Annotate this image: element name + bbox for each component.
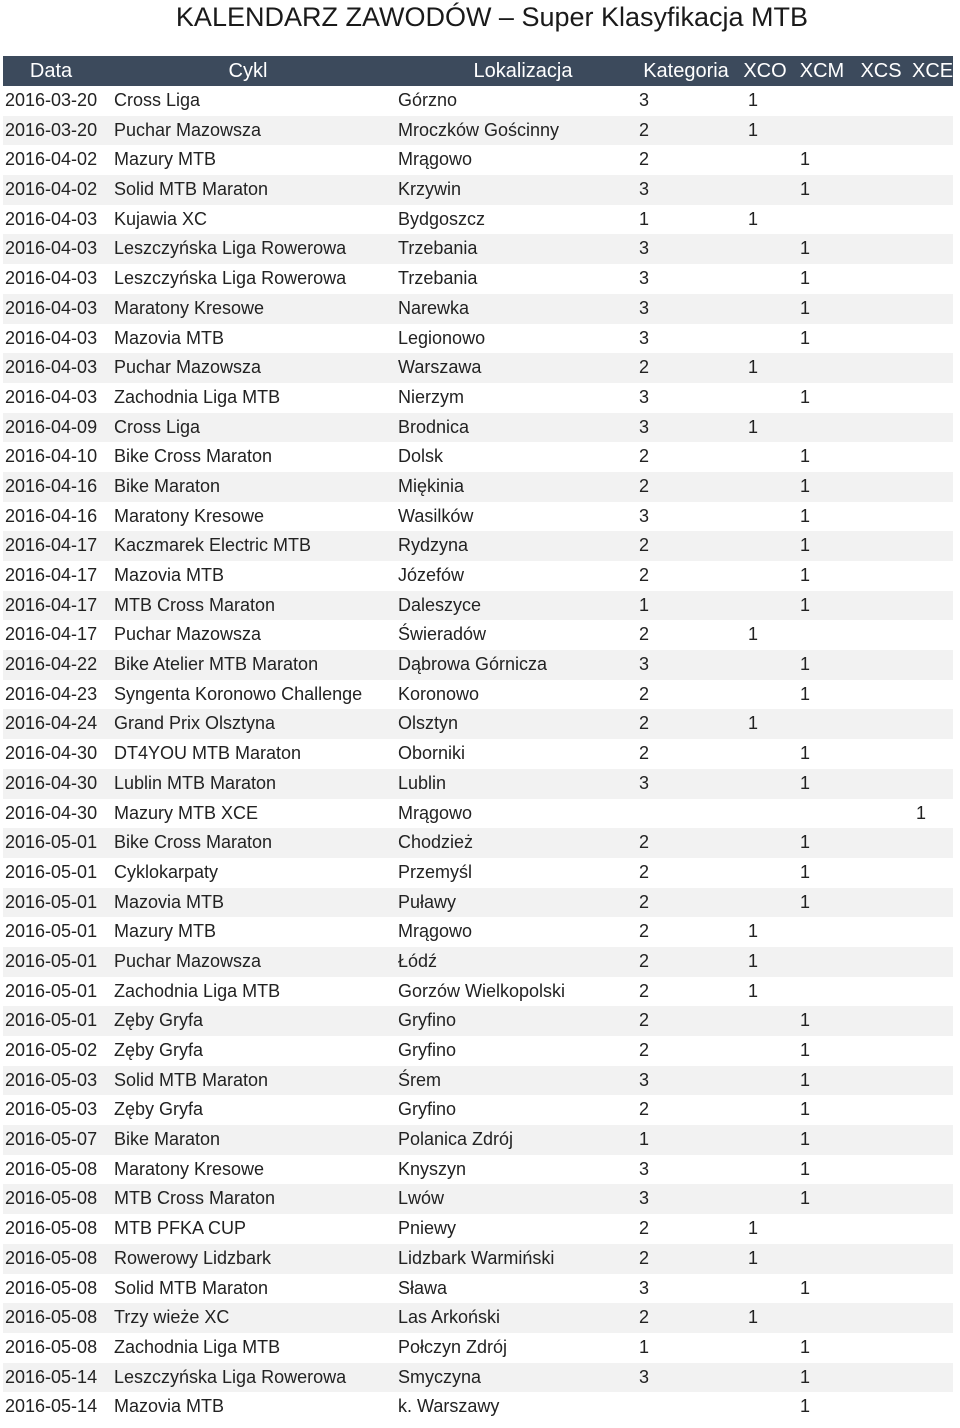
table-row [3, 472, 953, 502]
table-row [3, 1125, 953, 1155]
cell-date: 2016-04-03 [5, 268, 98, 289]
header-cycle: Cykl [228, 60, 268, 82]
table-header [3, 56, 953, 86]
cell-date: 2016-04-22 [5, 654, 98, 675]
cell-category: 1 [639, 1129, 650, 1150]
cell-cycle: Solid MTB Maraton [114, 1277, 269, 1298]
cell-cycle: Solid MTB Maraton [114, 179, 269, 200]
cell-location: Wasilków [398, 505, 474, 526]
cell-xcm: 1 [800, 1188, 811, 1209]
cell-category: 2 [639, 565, 650, 585]
cell-xcm: 1 [800, 149, 811, 170]
cell-location: Krzywin [398, 179, 462, 200]
cell-category: 3 [639, 1277, 650, 1298]
cell-date: 2016-04-30 [5, 743, 98, 764]
header-location: Lokalizacja [473, 60, 573, 82]
cell-xcm: 1 [800, 772, 811, 793]
cell-xcm: 1 [800, 386, 811, 407]
table-row [3, 294, 953, 324]
cell-location: Mrągowo [398, 802, 473, 823]
cell-location: Gryfino [398, 1099, 457, 1120]
cell-xcm: 1 [800, 1336, 811, 1357]
cell-category: 2 [639, 743, 650, 764]
header-xcs: XCS [860, 60, 902, 82]
cell-date: 2016-04-03 [5, 238, 98, 259]
cell-location: Miękinia [398, 475, 465, 496]
cell-category: 3 [639, 327, 650, 348]
cell-date: 2016-04-16 [5, 475, 98, 496]
cell-cycle: Leszczyńska Liga Rowerowa [114, 268, 347, 289]
cell-xco: 1 [748, 1218, 759, 1239]
cell-category: 2 [639, 357, 650, 378]
cell-location: Polanica Zdrój [398, 1129, 514, 1150]
cell-cycle: MTB Cross Maraton [114, 1188, 276, 1209]
cell-location: Śrem [398, 1069, 442, 1090]
cell-category: 2 [639, 535, 650, 556]
table-row [3, 977, 953, 1007]
cell-cycle: Leszczyńska Liga Rowerowa [114, 238, 347, 259]
cell-cycle: Bike Maraton [114, 475, 221, 496]
cell-cycle: Mazovia MTB [114, 327, 225, 348]
cell-xcm: 1 [800, 1158, 811, 1179]
cell-location: Mrągowo [398, 921, 473, 942]
cell-date: 2016-05-01 [5, 891, 98, 912]
cell-cycle: Solid MTB Maraton [114, 1069, 269, 1090]
cell-date: 2016-05-08 [5, 1158, 98, 1179]
cell-location: Puławy [398, 891, 457, 912]
cell-location: Dolsk [398, 446, 444, 467]
cell-xcm: 1 [800, 891, 811, 912]
cell-date: 2016-05-03 [5, 1069, 98, 1090]
cell-cycle: Rowerowy Lidzbark [114, 1247, 272, 1268]
cell-category: 3 [639, 238, 650, 259]
cell-xcm: 1 [800, 565, 811, 585]
cell-date: 2016-04-02 [5, 179, 98, 200]
cell-location: Lidzbark Warmiński [398, 1247, 555, 1268]
cell-category: 3 [639, 90, 650, 110]
cell-location: Górzno [398, 90, 458, 110]
cell-cycle: MTB Cross Maraton [114, 594, 276, 615]
cell-date: 2016-04-17 [5, 535, 98, 556]
cell-category: 2 [639, 119, 650, 140]
cell-category: 2 [639, 1218, 650, 1239]
cell-date: 2016-04-30 [5, 802, 98, 823]
cell-date: 2016-05-01 [5, 832, 98, 853]
cell-category: 3 [639, 179, 650, 200]
cell-location: Lwów [398, 1188, 445, 1209]
table-row [3, 234, 953, 264]
table-row [3, 858, 953, 888]
cell-location: Chodzież [398, 832, 474, 853]
table-row [3, 591, 953, 621]
cell-date: 2016-05-14 [5, 1396, 98, 1417]
cell-category: 3 [639, 1188, 650, 1209]
table-row [3, 561, 953, 591]
cell-date: 2016-04-03 [5, 208, 98, 229]
cell-location: Sława [398, 1277, 448, 1298]
cell-xcm: 1 [800, 1277, 811, 1298]
cell-location: k. Warszawy [398, 1396, 500, 1417]
cell-cycle: Syngenta Koronowo Challenge [114, 683, 363, 704]
cell-location: Połczyn Zdrój [398, 1336, 508, 1357]
table-row [3, 1006, 953, 1036]
cell-cycle: Grand Prix Olsztyna [114, 713, 276, 734]
table-row [3, 828, 953, 858]
cell-xcm: 1 [800, 743, 811, 764]
table-row [3, 739, 953, 769]
cell-category: 3 [639, 654, 650, 675]
cell-location: Józefów [398, 565, 465, 585]
cell-date: 2016-04-30 [5, 772, 98, 793]
cell-cycle: DT4YOU MTB Maraton [114, 743, 302, 764]
cell-cycle: Puchar Mazowsza [114, 950, 262, 971]
cell-xcm: 1 [800, 535, 811, 556]
cell-cycle: Mazury MTB [114, 149, 217, 170]
table-row [3, 888, 953, 918]
cell-xco: 1 [748, 208, 759, 229]
cell-cycle: Mazovia MTB [114, 1396, 225, 1417]
table-row [3, 324, 953, 354]
cell-date: 2016-03-20 [5, 119, 98, 140]
header-xcm: XCM [799, 60, 845, 82]
table-row [3, 1214, 953, 1244]
cell-date: 2016-05-08 [5, 1188, 98, 1209]
cell-date: 2016-04-02 [5, 149, 98, 170]
cell-date: 2016-05-01 [5, 1010, 98, 1031]
cell-cycle: Puchar Mazowsza [114, 119, 262, 140]
cell-date: 2016-05-08 [5, 1247, 98, 1268]
cell-cycle: Puchar Mazowsza [114, 624, 262, 645]
cell-category: 3 [639, 1366, 650, 1387]
table-row [3, 620, 953, 650]
cell-xcm: 1 [800, 683, 811, 704]
cell-xcm: 1 [800, 1069, 811, 1090]
cell-location: Mrągowo [398, 149, 473, 170]
cell-date: 2016-03-20 [5, 90, 98, 110]
cell-location: Smyczyna [398, 1366, 482, 1387]
cell-cycle: Lublin MTB Maraton [114, 772, 277, 793]
cell-category: 3 [639, 772, 650, 793]
cell-date: 2016-05-03 [5, 1099, 98, 1120]
cell-xco: 1 [748, 921, 759, 942]
cell-xcm: 1 [800, 832, 811, 853]
cell-location: Oborniki [398, 743, 466, 764]
cell-location: Rydzyna [398, 535, 469, 556]
table-row [3, 86, 953, 116]
cell-cycle: Kujawia XC [114, 208, 208, 229]
cell-category: 2 [639, 149, 650, 170]
cell-location: Trzebania [398, 238, 478, 259]
cell-date: 2016-05-08 [5, 1307, 98, 1328]
cell-xcm: 1 [800, 238, 811, 259]
cell-date: 2016-05-01 [5, 861, 98, 882]
cell-cycle: Maratony Kresowe [114, 1158, 265, 1179]
cell-cycle: Zachodnia Liga MTB [114, 386, 281, 407]
cell-cycle: Mazury MTB XCE [114, 802, 259, 823]
cell-xco: 1 [748, 357, 759, 378]
cell-category: 2 [639, 921, 650, 942]
cell-location: Koronowo [398, 683, 480, 704]
cell-xco: 1 [748, 90, 759, 110]
cell-cycle: Zęby Gryfa [114, 1099, 204, 1120]
table-row [3, 1333, 953, 1363]
cell-category: 2 [639, 475, 650, 496]
cell-date: 2016-05-08 [5, 1218, 98, 1239]
cell-category: 2 [639, 1247, 650, 1268]
cell-date: 2016-04-17 [5, 565, 98, 585]
cell-xcm: 1 [800, 505, 811, 526]
cell-cycle: Zachodnia Liga MTB [114, 980, 281, 1001]
cell-cycle: Zęby Gryfa [114, 1040, 204, 1060]
cell-location: Przemyśl [398, 861, 473, 882]
cell-xcm: 1 [800, 594, 811, 615]
cell-date: 2016-04-03 [5, 357, 98, 378]
page-title: KALENDARZ ZAWODÓW – Super Klasyfikacja MTB [175, 2, 809, 32]
cell-cycle: Maratony Kresowe [114, 297, 265, 318]
cell-category: 1 [639, 208, 650, 229]
cell-location: Daleszyce [398, 594, 482, 615]
cell-location: Trzebania [398, 268, 478, 289]
cell-xco: 1 [748, 950, 759, 971]
table-row [3, 650, 953, 680]
table-row [3, 1184, 953, 1214]
cell-xcm: 1 [800, 861, 811, 882]
cell-xcm: 1 [800, 1396, 811, 1417]
cell-xco: 1 [748, 119, 759, 140]
table-row [3, 1066, 953, 1096]
cell-xcm: 1 [800, 1366, 811, 1387]
cell-xcm: 1 [800, 297, 811, 318]
cell-xcm: 1 [800, 654, 811, 675]
cell-category: 3 [639, 1158, 650, 1179]
cell-location: Świeradów [398, 624, 487, 645]
cell-location: Narewka [398, 297, 470, 318]
cell-date: 2016-05-07 [5, 1129, 98, 1150]
cell-location: Mroczków Gościnny [398, 119, 560, 140]
table-row [3, 383, 953, 413]
table-row [3, 502, 953, 532]
cell-xcm: 1 [800, 1040, 811, 1060]
table-row [3, 1155, 953, 1185]
cell-location: Gryfino [398, 1040, 457, 1060]
cell-category: 2 [639, 832, 650, 853]
cell-location: Lublin [398, 772, 447, 793]
cell-cycle: Zachodnia Liga MTB [114, 1336, 281, 1357]
table-row [3, 175, 953, 205]
cell-xcm: 1 [800, 268, 811, 289]
cell-xco: 1 [748, 1307, 759, 1328]
table-row [3, 947, 953, 977]
cell-category: 3 [639, 505, 650, 526]
cell-category: 3 [639, 297, 650, 318]
cell-location: Warszawa [398, 357, 482, 378]
cell-category: 3 [639, 386, 650, 407]
table-row [3, 413, 953, 443]
table-row [3, 264, 953, 294]
cell-cycle: Cyklokarpaty [114, 861, 219, 882]
cell-xcm: 1 [800, 327, 811, 348]
cell-location: Las Arkoński [398, 1307, 501, 1328]
table-row [3, 1274, 953, 1304]
cell-date: 2016-05-01 [5, 950, 98, 971]
cell-cycle: Bike Maraton [114, 1129, 221, 1150]
cell-location: Gorzów Wielkopolski [398, 980, 566, 1001]
cell-cycle: Maratony Kresowe [114, 505, 265, 526]
header-xco: XCO [743, 60, 787, 82]
cell-location: Dąbrowa Górnicza [398, 654, 548, 675]
cell-location: Knyszyn [398, 1158, 467, 1179]
cell-cycle: Puchar Mazowsza [114, 357, 262, 378]
cell-cycle: MTB PFKA CUP [114, 1218, 247, 1239]
cell-xce: 1 [916, 802, 927, 823]
table-row [3, 680, 953, 710]
cell-date: 2016-04-10 [5, 446, 98, 467]
cell-cycle: Bike Cross Maraton [114, 446, 273, 467]
cell-location: Łódź [398, 950, 438, 971]
cell-category: 2 [639, 950, 650, 971]
cell-category: 1 [639, 594, 650, 615]
cell-cycle: Mazury MTB [114, 921, 217, 942]
cell-category: 3 [639, 416, 650, 437]
cell-location: Nierzym [398, 386, 464, 407]
cell-category: 2 [639, 891, 650, 912]
table-row [3, 353, 953, 383]
table-row [3, 442, 953, 472]
cell-cycle: Bike Cross Maraton [114, 832, 273, 853]
cell-category: 3 [639, 268, 650, 289]
cell-cycle: Mazovia MTB [114, 891, 225, 912]
cell-date: 2016-05-01 [5, 921, 98, 942]
cell-xco: 1 [748, 980, 759, 1001]
cell-date: 2016-04-09 [5, 416, 98, 437]
cell-date: 2016-04-24 [5, 713, 98, 734]
cell-category: 2 [639, 1099, 650, 1120]
cell-xco: 1 [748, 416, 759, 437]
cell-date: 2016-04-17 [5, 594, 98, 615]
cell-category: 2 [639, 1010, 650, 1031]
table-row [3, 1392, 953, 1422]
cell-location: Legionowo [398, 327, 486, 348]
header-category: Kategoria [643, 60, 729, 82]
cell-xco: 1 [748, 713, 759, 734]
cell-date: 2016-05-14 [5, 1366, 98, 1387]
cell-xcm: 1 [800, 1010, 811, 1031]
table-row [3, 1363, 953, 1393]
cell-category: 2 [639, 861, 650, 882]
cell-date: 2016-04-16 [5, 505, 98, 526]
cell-cycle: Zęby Gryfa [114, 1010, 204, 1031]
cell-category: 2 [639, 1040, 650, 1060]
table-row [3, 769, 953, 799]
table-row [3, 917, 953, 947]
cell-date: 2016-05-02 [5, 1040, 98, 1060]
table-body [3, 86, 953, 1422]
cell-date: 2016-04-17 [5, 624, 98, 645]
cell-category: 2 [639, 683, 650, 704]
cell-location: Bydgoszcz [398, 208, 486, 229]
cell-category: 1 [639, 1336, 650, 1357]
table-row [3, 205, 953, 235]
cell-xcm: 1 [800, 446, 811, 467]
cell-location: Brodnica [398, 416, 470, 437]
table-row [3, 1303, 953, 1333]
table-row [3, 1095, 953, 1125]
cell-cycle: Trzy wieże XC [114, 1307, 230, 1328]
cell-cycle: Kaczmarek Electric MTB [114, 535, 312, 556]
cell-date: 2016-04-23 [5, 683, 98, 704]
cell-cycle: Mazovia MTB [114, 565, 225, 585]
cell-cycle: Cross Liga [114, 416, 201, 437]
cell-date: 2016-04-03 [5, 297, 98, 318]
table-row [3, 1036, 953, 1066]
cell-xcm: 1 [800, 179, 811, 200]
cell-cycle: Cross Liga [114, 90, 201, 110]
cell-category: 2 [639, 980, 650, 1001]
cell-xcm: 1 [800, 1129, 811, 1150]
cell-xco: 1 [748, 624, 759, 645]
table-row [3, 709, 953, 739]
table-row [3, 531, 953, 561]
cell-cycle: Leszczyńska Liga Rowerowa [114, 1366, 347, 1387]
table-row [3, 145, 953, 175]
cell-category: 3 [639, 1069, 650, 1090]
cell-date: 2016-04-03 [5, 327, 98, 348]
cell-cycle: Bike Atelier MTB Maraton [114, 654, 319, 675]
cell-date: 2016-05-08 [5, 1277, 98, 1298]
cell-category: 2 [639, 713, 650, 734]
cell-date: 2016-04-03 [5, 386, 98, 407]
cell-date: 2016-05-08 [5, 1336, 98, 1357]
cell-location: Pniewy [398, 1218, 457, 1239]
table-row [3, 1244, 953, 1274]
cell-xcm: 1 [800, 475, 811, 496]
table-row [3, 799, 953, 829]
cell-location: Gryfino [398, 1010, 457, 1031]
cell-location: Olsztyn [398, 713, 459, 734]
header-date: Data [29, 60, 73, 82]
cell-category: 2 [639, 446, 650, 467]
cell-category: 2 [639, 624, 650, 645]
cell-date: 2016-05-01 [5, 980, 98, 1001]
header-xce: XCE [912, 60, 953, 82]
events-table [3, 56, 953, 1422]
cell-xcm: 1 [800, 1099, 811, 1120]
cell-category: 2 [639, 1307, 650, 1328]
cell-xco: 1 [748, 1247, 759, 1268]
table-row [3, 116, 953, 146]
